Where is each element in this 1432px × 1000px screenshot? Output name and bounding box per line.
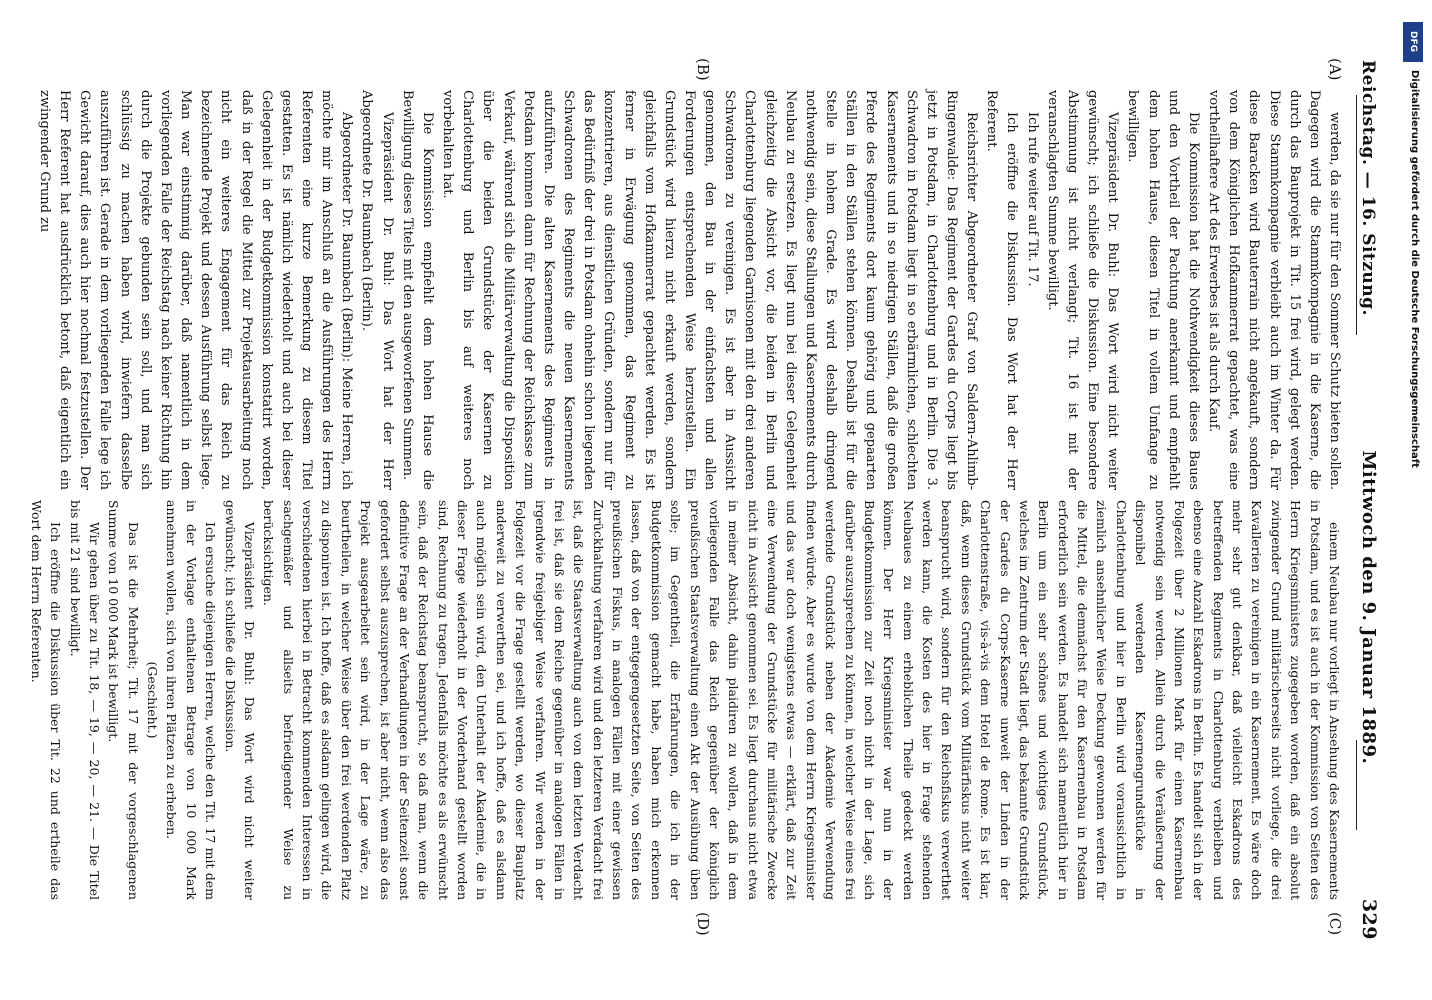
margin-marker-b: (B) [694,58,712,81]
header-left: Reichstag. — 16. Sitzung. [1358,60,1378,316]
dfg-badge: DFG [1403,22,1423,62]
paragraph: Vizepräsident Dr. Buhl: Das Wort hat der Herr Abgeordnete Dr. Baumbach (Berlin). [359,90,395,490]
paragraph: Die Kommission hat die Nothwendigkeit dieses Baues und den Vortheil der Pachtung anerkannt und empfiehlt dem hohen Hause, diesen Titel in vollem Umfange zu bewilligen. [1125,90,1201,490]
page-number: 329 [1358,898,1380,940]
paragraph: Ich rufe weiter auf Tit. 17. [1024,112,1040,287]
margin-marker-d: (D) [694,912,712,936]
digitization-note: Digitalisierung gefördert durch die Deutsche Forschungsgemeinschaft [1409,70,1420,468]
header-center: Mittwoch den 9. Januar 1889. [1358,450,1379,765]
paragraph: Die Kommission empfiehlt dem hohen Hause die Bewilligung dieses Titels mit den ausgeworfenen Summen. [399,90,435,490]
paragraph: Abgeordneter Dr. Baumbach (Berlin): Meine Herren, ich möchte mir im Anschluß an die Ausführungen des Herrn Referenten eine kurze Bemerkung zu diesem Titel gestatten. Es ist nämlich wiederholt und auch bei dieser Gelegenheit in der Budgetkommission konstatirt worden, daß in der Regel die Mittel zur Projektausarbeitung noch nicht ein weiteres Engagement für das Reich zu bezeichnende Projekt und dessen Ausführung selbst liege. Man war einstimmig darüber, daß namentlich in dem vorliegenden Falle der Reichstag nach keiner Richtung hin durch die Projekte gebunden sein soll, und man sich schlüssig zu machen haben wird, inwiefern dasselbe auszuführen ist. Gerade in dem vorliegenden Falle lege ich Gewicht darauf, dies auch hier nochmal festzustellen. Der Herr Referent hat ausdrücklich betont, daß eigentlich ein zwingender Grund zu [37,90,355,490]
paragraph: Ich ersuche diejenigen Herren, welche den Tit. 17 mit dem in der Vorlage enthaltenen Betrage von 10 000 Mark annehmen wollen, sich von ihren Plätzen zu erheben. [164,500,219,900]
paragraph: einem Neubau nur vorliegt in Ansehung des Kasernements in Potsdam, und es ist auch in der Kommission von Seiten des Herrn Kriegsministers zugegeben worden, daß ein absolut zwingender Grund militärischerseits nicht vorliege, die drei Kavallerien zu vereinigen in ein Kasernement. Es wäre doch mehr sehr gut denkbar, daß vielleicht Eskadrons des betreffenden Regiments in Charlottenburg verbleiben und ebenso eine Anzahl Eskadrons in Berlin. Es handelt sich in der Folgezeit über 2 Millionen Mark für einen Kasernenbau notwendig sein werden. Allein durch die Veräußerung der disponibel werdenden Kasernengrundstücke in Charlottenburg und hier in Berlin wird voraussichtlich in ziemlich ansehnlicher Weise Deckung gewonnen werden für die Mittel, die demnächst für den Kasernenbau in Potsdam erforderlich sein werden. Es handelt sich namentlich hier in Berlin um ein sehr schönes und wichtiges Grundstück, welches im Zentrum der Stadt liegt, das bekannte Grundstück der Gardes du Corps-Kaserne unweit der Linden in der Charlottenstraße, vis-à-vis dem Hotel de Rome. Es ist klar, daß, wenn dieses Grundstück vom Militärfiskus nicht weiter beansprucht wird, sondern für den Reichsfiskus verwerthet werden kann, die Kosten des hier in Frage stehenden Neubaues zu einem erheblichen Theile gedeckt werden können. Der Herr Kriegsminister war nun in der Budgetkommission zur Zeit noch nicht in der Lage, sich darüber auszusprechen zu können, in welcher Weise eines frei werdende Grundstück neben der Akademie Verwendung finden würde. Aber es wurde von dem Herrn Kriegsminister und das war doch wenigstens etwas — erklärt, daß zur Zeit eine Verwendung der Grundstücke für militärische Zwecke nicht in Aussicht genommen sei. Es liegt durchaus nicht etwa in meiner Absicht, dahin plaidiren zu wollen, daß in dem vorliegenden Falle das Reich gegenüber der königlich preußischen Staatsverwaltung einen Akt der Ausübung üben solle; im Gegentheil, die Erfahrungen, die ich in der Budgetkommission gemacht habe, haben mich erkennen lassen, daß von der entgegengesetzten Seite, von Seiten des preußischen Fiskus, in analogen Fällen mit einer gewissen Zurückhaltung verfahren wird und den letzteren Verdacht frei ist, daß die Staatsverwaltung auch von dem letzten Verdacht frei ist, daß sie dem Reiche gegenüber in analogen Fällen in irgendwie freigebiger Weise verfahren. Wir werden in der Folgezeit vor die Frage gestellt werden, wo dieser Bauplatz anderweit zu verwerthen sei, und ich hoffe, daß es alsdann auch möglich sein wird, den Unterhalt der Akademie, die in dieser Frage wiederholt in der Vorderhand gestellt worden sind, Rechnung zu tragen. Jedenfalls möchte es als erwünscht sein, daß der Reichstag beansprucht, so daß man, wenn die definitive Frage an der Verhandlungen in der Seitenzeit sonst gefordert selbst auszusprechen, ist aber nicht, wenn also das Projekt ausgearbeitet sein wird, in der Lage wäre, zu beurtheilen, in welcher Weise über den frei werdenden Platz zu disponiren ist. Ich hoffe, daß es alsdann gelingen wird, die verschiedenen hierbei in Betracht kommenden Interessen in sachgemäßer und allseits befriedigender Weise zu berücksichtigen. [261,500,1342,900]
left-column [34,90,1344,490]
paragraph: werden, da sie nur für den Sommer Schutz bieten sollen. Dagegen wird die Stammkompagnie in die Kaserne, die durch das Bauprojekt in Tit. 15 frei wird, gelegt werden. Diese Stammkompagnie verbleibt auch im Winter da. Für diese Baracken wird Bauterrain nicht angekauft, sondern von dem Königlichen Hofkammerrat gepachtet, was eine vortheilhaftere Art des Erwerbes ist als durch Kauf. [1206,90,1342,490]
paragraph: Reichsrichter Abgeordneter Graf von Saldern-Ahlimb-Ringenwalde: Das Regiment der Gardes du Corps liegt bis jetzt in Potsdam, in Charlottenburg und in Berlin. Die 3. Schwadron in Potsdam liegt in so erbärmlichen, schlechten Kasernements und in so niedrigen Ställen, daß die großen Pferde des Regiments dort kaum gehörig und gepaarten Ställen in den Ställen stehen können. Deshalb ist für die Stelle in hohem Grade. Es wird deshalb dringend nothwendig sein, diese Stallungen und Kasernements durch Neubau zu ersetzen. Es liegt nun bei dieser Gelegenheit gleichzeitig die Absicht vor, die beiden in Berlin und Charlottenburg liegenden Garnisonen mit den drei anderen Schwadronen zu vereinigen. Es ist aber in Aussicht genommen, den Bau in der einfachsten und allen Forderungen entsprechenden Weise herzustellen. Ein Grundstück wird hierzu nicht erkauft werden, sondern gleichfalls vom Hofkammerrat gepachtet werden. Es ist ferner in Erwägung genommen, das Regiment zu konzentrieren, aus dienstlichen Gründen, sondern nur für das Bedürfniß der drei in Potsdam ohnehin schon liegenden Schwadronen des Regiments die neuen Kasernements aufzuführen. Die alten Kasernements des Regiments in Potsdam kommen dann für Rechnung der Reichskasse zum Verkauf, während sich die Militärverwaltung die Disposition über die beiden Grundstücke der Kasernen zu Charlottenburg und Berlin bis auf weiteres noch vorbehalten hat. [440,90,980,490]
page-header [1358,60,1392,940]
right-column [27,500,1345,900]
paragraph: Das ist die Mehrheit; Tit. 17 mit der vorgeschlagenen Summe von 10 000 Mark ist bewilligt. [106,500,141,900]
margin-marker-c: (C) [1326,912,1344,936]
paragraph: Vizepräsident Dr. Buhl: Das Wort wird nicht weiter gewünscht; ich schließe die Diskussion. Eine besondere Abstimmung ist nicht verlangt; Tit. 16 ist mit der veranschlagten Summe bewilligt. [1044,90,1121,490]
paragraph: Ich eröffne die Diskussion. Das Wort hat der Herr Referent. [984,90,1020,490]
header-rule-left [1356,95,1357,335]
paragraph: Vizepräsident Dr. Buhl: Das Wort wird nicht weiter gewünscht; ich schließe die Diskussion. [222,500,257,900]
margin-marker-a: (A) [1326,58,1344,81]
paragraph: (Geschieht.) [145,661,161,739]
paragraph: Ich eröffne die Diskussion über Tit. 22 und ertheile das Wort dem Herrn Referenten. [28,500,64,900]
paragraph: Wir gehen über zu Tit. 18, — 19, — 20, — 21. — Die Titel bis mit 21 sind bewilligt. [67,500,102,900]
header-rule-right [1356,740,1357,830]
